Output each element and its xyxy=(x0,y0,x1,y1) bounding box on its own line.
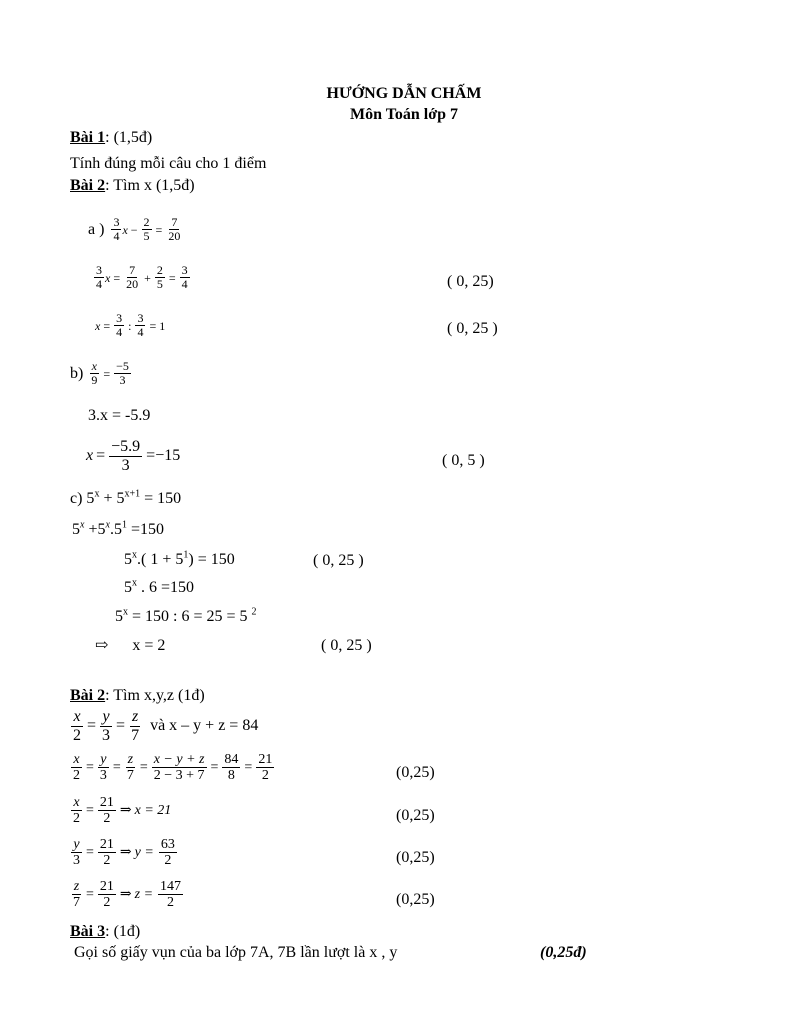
op-equals: = xyxy=(103,318,111,333)
var-x: x xyxy=(105,270,111,285)
frac-den: 2 xyxy=(103,895,111,911)
condition-text: và x – y + z = 84 xyxy=(150,717,259,735)
frac-num: z xyxy=(127,752,134,767)
frac-den: 3 xyxy=(121,456,130,474)
frac-den: 4 xyxy=(96,277,102,292)
op-equals: = xyxy=(244,759,253,775)
op-equals: = xyxy=(139,759,148,775)
part-b-prefix: b) xyxy=(70,364,84,382)
op-equals: = xyxy=(113,270,121,285)
result: 1 xyxy=(159,318,166,333)
frac-den: 2 xyxy=(73,768,80,784)
frac-num: −5.9 xyxy=(111,438,141,455)
bai3-heading xyxy=(70,924,140,940)
frac-den: 2 xyxy=(103,853,111,869)
op-equals: = xyxy=(103,366,111,381)
var-x: x xyxy=(122,222,128,237)
frac-den: 20 xyxy=(126,277,139,292)
exponent: x xyxy=(105,519,110,531)
frac-den: 2 xyxy=(73,726,81,744)
frac-num: 3 xyxy=(181,263,188,277)
xyz-line-4 xyxy=(70,837,178,869)
part-c-line-2 xyxy=(72,519,164,538)
exponent: x xyxy=(132,577,137,589)
exponent: 1 xyxy=(183,549,189,561)
score-xyz-4: (0,25) xyxy=(396,849,435,866)
frac-den: 5 xyxy=(143,229,150,244)
frac-den: 4 xyxy=(113,229,120,244)
op-equals: = xyxy=(155,222,163,237)
lhs: z = xyxy=(134,886,154,902)
xyz-line-2 xyxy=(70,752,275,784)
frac-num: 84 xyxy=(224,752,239,767)
frac-den: 7 xyxy=(73,895,80,911)
frac-den: 3 xyxy=(119,373,126,388)
part-c-line-5 xyxy=(115,606,257,625)
text: . 6 =150 xyxy=(137,579,195,596)
frac-den: 2 xyxy=(261,768,269,784)
text: .5 xyxy=(109,521,122,538)
part-c-line-3 xyxy=(124,549,235,568)
bai1-heading xyxy=(70,130,152,146)
frac-num: 21 xyxy=(99,879,114,894)
bai2b-title: : Tìm x,y,z (1đ) xyxy=(105,687,205,704)
score-c-6: ( 0, 25 ) xyxy=(321,637,372,654)
xyz-line-3 xyxy=(70,795,171,827)
part-a-line-2 xyxy=(93,264,191,291)
exponent: x xyxy=(94,488,100,500)
var-x: x xyxy=(86,447,94,465)
frac-den: 20 xyxy=(168,229,181,244)
exponent: x xyxy=(132,549,137,561)
frac-num: x xyxy=(91,359,97,373)
exponent: 2 xyxy=(251,606,257,618)
op-divide: : xyxy=(128,318,132,333)
frac-num: x − y + z xyxy=(153,752,205,767)
bai3-text: Gọi số giấy vụn của ba lớp 7A, 7B lần lượt là x , y xyxy=(74,944,398,961)
exponent: x+1 xyxy=(124,488,141,500)
score-a-3: ( 0, 25 ) xyxy=(447,320,498,337)
frac-den: 2 − 3 + 7 xyxy=(153,768,205,784)
frac-den: 2 xyxy=(167,895,175,911)
frac-num: 3 xyxy=(116,311,123,325)
text: c) 5 xyxy=(70,490,95,507)
part-a-line-3 xyxy=(95,312,165,339)
frac-num: 21 xyxy=(99,837,114,852)
frac-num: 21 xyxy=(258,752,273,767)
bai1-note: Tính đúng mỗi câu cho 1 điểm xyxy=(70,155,267,172)
bai2-title: : Tìm x (1,5đ) xyxy=(105,177,195,194)
frac-num: x xyxy=(73,708,81,725)
op-equals: = xyxy=(86,886,94,902)
frac-num: 147 xyxy=(160,879,182,894)
text: +5 xyxy=(84,521,106,538)
op-equals: = xyxy=(149,318,157,333)
op-equals: = xyxy=(210,759,219,775)
frac-den: 7 xyxy=(131,726,140,744)
text: 5 xyxy=(124,579,132,596)
frac-den: 4 xyxy=(181,277,188,292)
frac-den: 8 xyxy=(227,768,235,784)
text: 5 xyxy=(72,521,80,538)
bai1-points: : (1,5đ) xyxy=(105,129,153,146)
frac-num: 3 xyxy=(137,311,144,325)
frac-den: 4 xyxy=(137,325,144,340)
implies-icon: ⇒ xyxy=(119,844,132,860)
op-equals: = xyxy=(86,759,94,775)
score-xyz-5: (0,25) xyxy=(396,891,435,908)
text: 5 xyxy=(124,551,132,568)
op-plus: + xyxy=(144,270,151,285)
frac-num: 3 xyxy=(113,215,120,229)
part-c-line-6 xyxy=(95,638,165,654)
part-b-line-1 xyxy=(70,360,132,387)
op-minus: − xyxy=(130,222,138,237)
op-equals: = xyxy=(86,802,94,818)
frac-den: 3 xyxy=(102,726,111,744)
part-b-line-3 xyxy=(86,438,180,474)
text: = 150 : 6 = 25 = 5 xyxy=(128,608,252,625)
bai3-label: Bài 3 xyxy=(70,923,106,940)
op-equals: = xyxy=(112,759,121,775)
xyz-line-1 xyxy=(70,708,258,744)
part-b-line-2: 3.x = -5.9 xyxy=(88,407,151,424)
text: + 5 xyxy=(99,490,125,507)
bai1-label: Bài 1 xyxy=(70,129,106,146)
frac-num: z xyxy=(131,708,139,725)
frac-num: 2 xyxy=(143,215,150,229)
op-equals: = xyxy=(86,844,94,860)
frac-num: 63 xyxy=(160,837,175,852)
frac-num: 7 xyxy=(171,215,178,229)
implies-icon: ⇒ xyxy=(119,886,132,902)
frac-num: −5 xyxy=(116,359,129,373)
implies-arrow-icon: ⇨ xyxy=(95,637,109,654)
frac-den: 9 xyxy=(91,373,98,388)
text: 5 xyxy=(115,608,123,625)
op-equals: = xyxy=(96,447,106,465)
result: x = 21 xyxy=(134,802,172,818)
result: =−15 xyxy=(146,447,181,465)
frac-num: x xyxy=(73,795,80,810)
score-xyz-3: (0,25) xyxy=(396,807,435,824)
exponent: x xyxy=(80,519,85,531)
frac-den: 2 xyxy=(103,811,111,827)
score-a-2: ( 0, 25) xyxy=(447,273,494,290)
exponent: 1 xyxy=(121,519,127,531)
op-equals: = xyxy=(116,717,126,735)
lhs: y = xyxy=(134,844,154,860)
var-x: x xyxy=(95,318,101,333)
part-c-line-1 xyxy=(70,488,182,507)
op-equals: = xyxy=(87,717,97,735)
frac-den: 3 xyxy=(99,768,107,784)
frac-den: 2 xyxy=(73,811,80,827)
bai2b-label: Bài 2 xyxy=(70,687,106,704)
part-a-prefix: a ) xyxy=(88,220,105,238)
exponent: x xyxy=(123,606,128,618)
frac-num: y xyxy=(100,752,107,767)
frac-num: z xyxy=(73,879,80,894)
bai2-label: Bài 2 xyxy=(70,177,106,194)
frac-den: 7 xyxy=(126,768,134,784)
frac-num: y xyxy=(73,837,80,852)
bai3-score: (0,25đ) xyxy=(540,944,587,961)
text: x = 2 xyxy=(132,637,166,654)
text: = 150 xyxy=(140,490,182,507)
frac-den: 4 xyxy=(116,325,123,340)
part-c-line-4 xyxy=(124,577,195,596)
page-title: HƯỚNG DẪN CHẤM xyxy=(326,85,482,102)
score-xyz-2: (0,25) xyxy=(396,764,435,781)
frac-num: 3 xyxy=(96,263,102,277)
frac-num: 21 xyxy=(99,795,114,810)
xyz-line-5 xyxy=(70,879,184,911)
score-c-3: ( 0, 25 ) xyxy=(313,552,364,569)
frac-num: 2 xyxy=(156,263,163,277)
page-subtitle: Môn Toán lớp 7 xyxy=(349,106,458,123)
implies-icon: ⇒ xyxy=(119,802,132,818)
frac-num: x xyxy=(73,752,80,767)
op-equals: = xyxy=(168,270,176,285)
text: ) = 150 xyxy=(188,551,235,568)
bai2-heading xyxy=(70,178,195,194)
bai3-points: : (1đ) xyxy=(105,923,141,940)
part-a-line-1 xyxy=(88,216,183,243)
frac-num: 7 xyxy=(129,263,136,277)
text: .( 1 + 5 xyxy=(137,551,184,568)
frac-den: 2 xyxy=(164,853,172,869)
frac-den: 3 xyxy=(73,853,80,869)
score-b-3: ( 0, 5 ) xyxy=(442,452,485,469)
frac-den: 5 xyxy=(156,277,163,292)
frac-num: y xyxy=(102,708,110,725)
text: =150 xyxy=(126,521,164,538)
bai2b-heading xyxy=(70,688,205,704)
